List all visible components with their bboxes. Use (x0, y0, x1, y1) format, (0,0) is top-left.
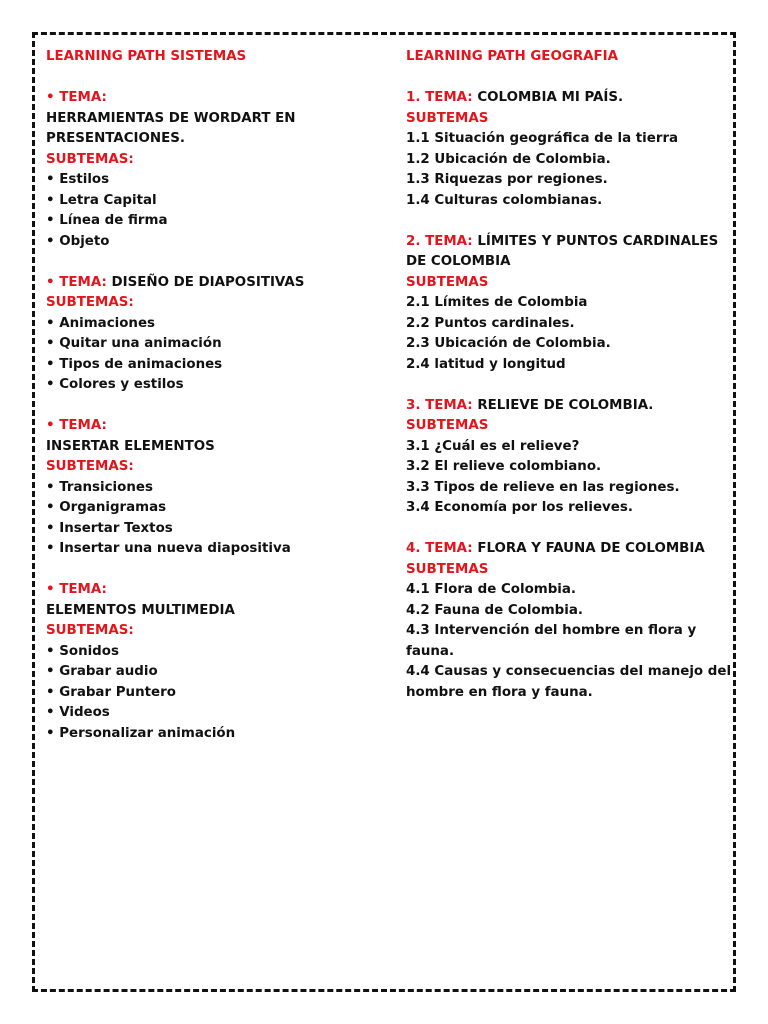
subtemas-label: SUBTEMAS (406, 110, 489, 126)
right-topic-1 (406, 88, 726, 211)
tema-title: DISEÑO DE DIAPOSITIVAS (111, 274, 305, 290)
tema-label: 1. TEMA: (406, 90, 473, 105)
list-item: • Estilos (46, 172, 110, 187)
list-item: 1.1 Situación geográfica de la tierra (406, 131, 679, 146)
list-item: • Videos (46, 705, 110, 720)
list-item: • Personalizar animación (46, 725, 236, 741)
left-column-title: LEARNING PATH SISTEMAS (46, 49, 247, 64)
list-item: 4.4 Causas y consecuencias del manejo del (406, 664, 732, 679)
list-item: 3.4 Economía por los relieves. (406, 500, 633, 515)
tema-label: 4. TEMA: (406, 541, 473, 556)
list-item: 1.3 Riquezas por regiones. (406, 172, 608, 187)
list-item: • Organigramas (46, 500, 167, 515)
list-item: 4.3 Intervención del hombre en flora y fauna. (406, 623, 697, 659)
subtemas-label: SUBTEMAS: (46, 295, 134, 310)
list-item: • Insertar Textos (46, 520, 173, 536)
right-column (406, 47, 732, 703)
tema-title: COLOMBIA MI PAÍS. (477, 90, 624, 105)
list-item: • Quitar una animación (46, 336, 222, 351)
left-topic-1 (46, 88, 366, 252)
subtemas-label: SUBTEMAS (406, 561, 489, 577)
list-item: 2.1 Límites de Colombia (406, 295, 588, 310)
tema-title: HERRAMIENTAS DE WORDART EN PRESENTACIONES. (46, 110, 296, 146)
list-item: 2.2 Puntos cardinales. (406, 315, 575, 331)
tema-title: RELIEVE DE COLOMBIA. (477, 397, 654, 413)
right-topic-2 (406, 232, 726, 376)
list-item: • Insertar una nueva diapositiva (46, 541, 291, 556)
right-column-title: LEARNING PATH GEOGRAFIA (406, 49, 618, 64)
list-item: • Grabar Puntero (46, 684, 176, 700)
left-column (46, 47, 366, 744)
list-item: 3.1 ¿Cuál es el relieve? (406, 438, 580, 454)
left-topic-3 (46, 416, 366, 560)
list-item: • Tipos de animaciones (46, 356, 223, 372)
list-item: • Grabar audio (46, 664, 158, 679)
list-item: 1.4 Culturas colombianas. (406, 192, 603, 208)
list-item: 3.2 El relieve colombiano. (406, 459, 602, 474)
tema-label: • TEMA: (46, 418, 107, 433)
left-topic-4 (46, 580, 366, 744)
tema-title: INSERTAR ELEMENTOS (46, 438, 215, 454)
subtemas-label: SUBTEMAS: (46, 623, 134, 638)
list-item: • Objeto (46, 233, 110, 249)
subtemas-label: SUBTEMAS: (46, 459, 134, 474)
tema-label: 3. TEMA: (406, 397, 473, 413)
list-item: 3.3 Tipos de relieve en las regiones. (406, 479, 680, 495)
list-item: 4.2 Fauna de Colombia. (406, 602, 583, 618)
tema-label: • TEMA: (46, 90, 107, 105)
list-item: 1.2 Ubicación de Colombia. (406, 151, 611, 167)
list-item: • Transiciones (46, 479, 153, 495)
list-item: 2.3 Ubicación de Colombia. (406, 336, 611, 351)
list-item: 2.4 latitud y longitud (406, 356, 566, 372)
tema-label: • TEMA: (46, 582, 107, 597)
list-item: • Letra Capital (46, 192, 157, 208)
subtemas-label: SUBTEMAS: (46, 151, 134, 167)
tema-title: ELEMENTOS MULTIMEDIA (46, 602, 235, 618)
list-item: • Animaciones (46, 315, 156, 331)
list-item: hombre en flora y fauna. (406, 684, 593, 700)
list-item: • Colores y estilos (46, 377, 184, 392)
right-topic-3 (406, 396, 726, 519)
subtemas-label: SUBTEMAS (406, 274, 489, 290)
tema-title: LÍMITES Y PUNTOS CARDINALES DE COLOMBIA (406, 233, 719, 269)
tema-title: FLORA Y FAUNA DE COLOMBIA (477, 541, 705, 556)
tema-label: 2. TEMA: (406, 233, 473, 249)
list-item: • Sonidos (46, 643, 119, 659)
list-item: 4.1 Flora de Colombia. (406, 582, 577, 597)
list-item: • Línea de firma (46, 213, 168, 228)
tema-label: • TEMA: (46, 274, 107, 290)
subtemas-label: SUBTEMAS (406, 418, 489, 433)
right-topic-4 (406, 539, 732, 703)
left-topic-2 (46, 273, 366, 396)
